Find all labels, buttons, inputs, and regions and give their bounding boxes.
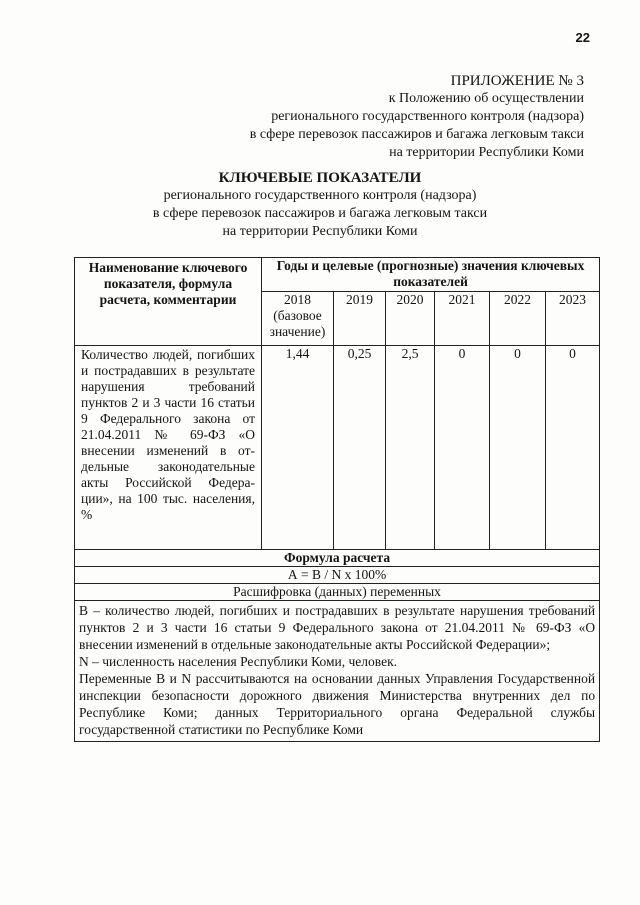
key-indicators-table <box>74 257 600 742</box>
value-cell: 1,44 <box>262 346 334 550</box>
formula-row <box>75 567 600 584</box>
appendix-line: в сфере перевозок пассажиров и багажа легковым такси <box>249 127 584 142</box>
indicator-name: Количество людей, погибших и пострадавших в результате нарушения требований пунктов 2 и 3 части 16 статьи 9 Федерального закона от 21.04.2011 № 69-ФЗ «О внесении изменений в отдельные законодательные акты Российской Федерации», на 100 тыс. населения, % <box>75 346 262 550</box>
column-header-years: Годы и целевые (прогнозные) значения ключевых показателей <box>262 258 600 292</box>
table-header-row <box>75 258 600 292</box>
appendix-number: ПРИЛОЖЕНИЕ № 3 <box>450 73 584 89</box>
appendix-line: регионального государственного контроля (надзора) <box>271 109 584 124</box>
year-cell: 2020 <box>386 292 435 346</box>
source-note: Переменные В и N рассчитываются на основании данных Управления Государственной инспекции безопасности дорожного движения Министерства внутренних дел по Республике Коми; данных Территориального органа Федеральной службы государственной статистики по Республике Коми <box>79 671 596 737</box>
value-cell: 0,25 <box>334 346 386 550</box>
year-cell: 2023 <box>546 292 600 346</box>
appendix-line: к Положению об осуществлении <box>388 91 584 106</box>
value-cell: 0 <box>490 346 546 550</box>
title-main: КЛЮЧЕВЫЕ ПОКАЗАТЕЛИ <box>218 170 422 186</box>
table-row <box>75 346 600 550</box>
title-line: на территории Республики Коми <box>222 224 418 239</box>
formula-label: Формула расчета <box>75 550 600 567</box>
variable-n: N – численность населения Республики Коми, человек. <box>79 654 398 669</box>
year-cell: 2021 <box>435 292 490 346</box>
title-line: в сфере перевозок пассажиров и багажа легковым такси <box>152 206 488 221</box>
vars-label-row <box>75 584 600 601</box>
formula: А = В / N х 100% <box>75 567 600 584</box>
variables-row <box>75 601 600 742</box>
page-number: 22 <box>575 30 590 45</box>
value-cell: 0 <box>435 346 490 550</box>
value-cell: 0 <box>546 346 600 550</box>
appendix-header <box>250 72 584 162</box>
year-cell: 2022 <box>490 292 546 346</box>
year-cell: 2018 (базовое значение) <box>262 292 334 346</box>
column-header-name: Наименование ключевого показателя, формула расчета, комментарии <box>75 258 262 346</box>
value-cell: 2,5 <box>386 346 435 550</box>
variables-description <box>75 601 600 742</box>
variable-b: В – количество людей, погибших и пострадавших в результате нарушения требований пунктов 2 и 3 части 16 статьи 9 Федерального закона от 21.04.2011 № 69-ФЗ «О внесении изменений в отдельные законодательные акты Российской Федерации»; <box>79 603 596 652</box>
title-line: регионального государственного контроля (надзора) <box>163 188 477 203</box>
year-cell: 2019 <box>334 292 386 346</box>
variables-label: Расшифровка (данных) переменных <box>75 584 600 601</box>
appendix-line: на территории Республики Коми <box>389 145 584 160</box>
formula-label-row <box>75 550 600 567</box>
document-title <box>0 169 640 241</box>
